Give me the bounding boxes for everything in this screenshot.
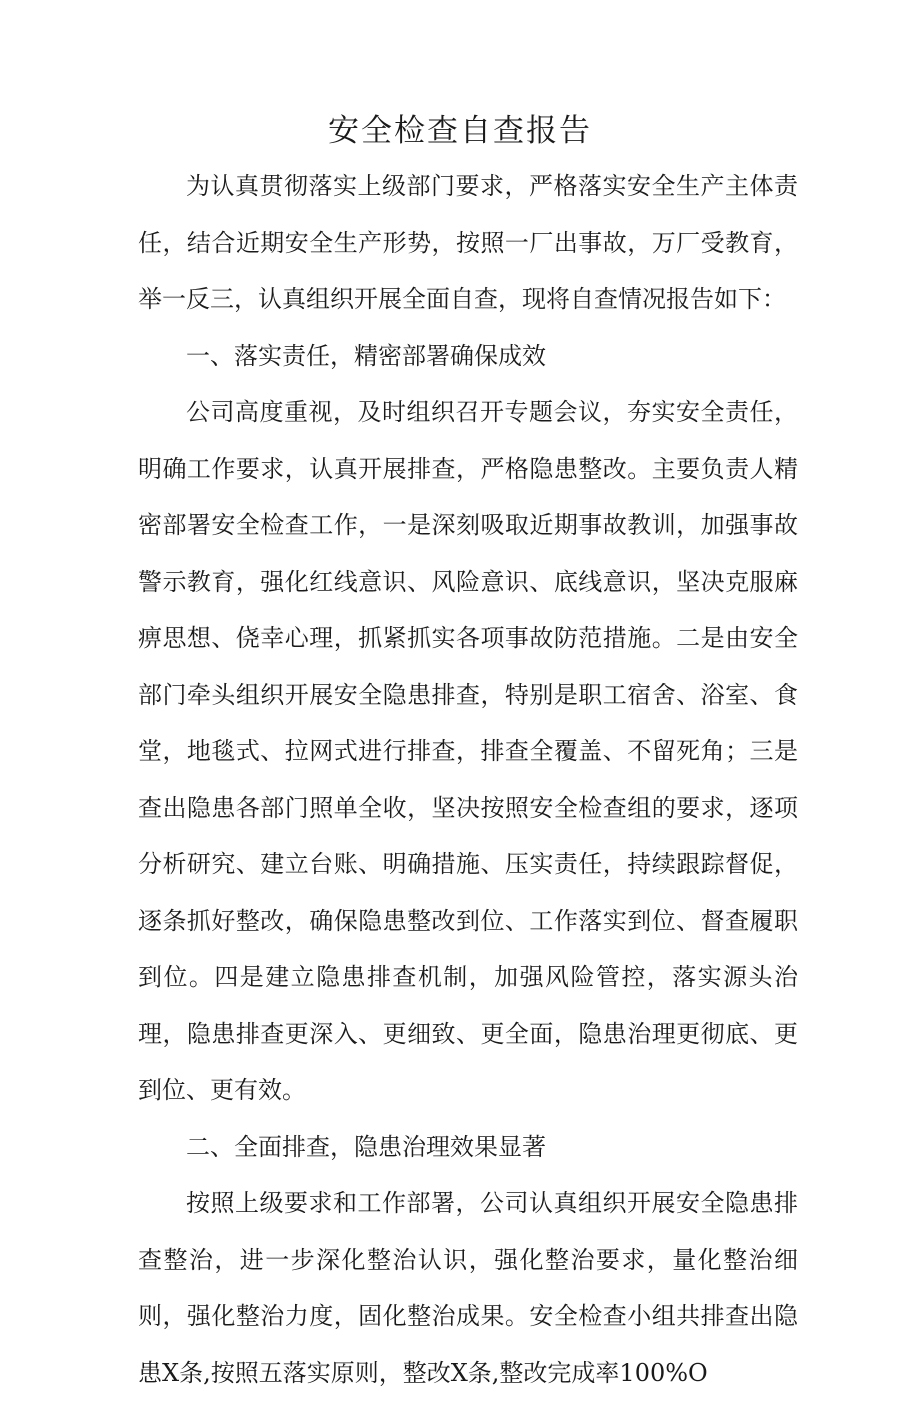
intro-paragraph: 为认真贯彻落实上级部门要求，严格落实安全生产主体责任，结合近期安全生产形势，按照一厂出事故，万厂受教育，举一反三，认真组织开展全面自查，现将自查情况报告如下： xyxy=(138,172,798,313)
document-title: 安全检查自查报告 xyxy=(328,113,592,149)
section-heading-2: 二、全面排查，隐患治理效果显著 xyxy=(186,1132,546,1161)
section-heading-1: 一、落实责任，精密部署确保成效 xyxy=(186,341,546,370)
section-2-paragraph: 按照上级要求和工作部署，公司认真组织开展安全隐患排查整治，进一步深化整治认识，强化整治要求，量化整治细则，强化整治力度，固化整治成果。安全检查小组共排查出隐患X条,按照五落实原则，整改X条,整改完成率100%O xyxy=(138,1189,798,1387)
section-1-paragraph: 公司高度重视，及时组织召开专题会议，夯实安全责任，明确工作要求，认真开展排查，严格隐患整改。主要负责人精密部署安全检查工作，一是深刻吸取近期事故教训，加强事故警示教育，强化红线意识、风险意识、底线意识，坚决克服麻痹思想、侥幸心理，抓紧抓实各项事故防范措施。二是由安全部门牵头组织开展安全隐患排查，特别是职工宿舍、浴室、食堂，地毯式、拉网式进行排查，排查全覆盖、不留死角；三是查出隐患各部门照单全收，坚决按照安全检查组的要求，逐项分析研究、建立台账、明确措施、压实责任，持续跟踪督促，逐条抓好整改，确保隐患整改到位、工作落实到位、督查履职到位。四是建立隐患排查机制，加强风险管控，落实源头治理，隐患排查更深入、更细致、更全面，隐患治理更彻底、更到位、更有效。 xyxy=(138,398,798,1104)
document-body xyxy=(138,158,798,1401)
